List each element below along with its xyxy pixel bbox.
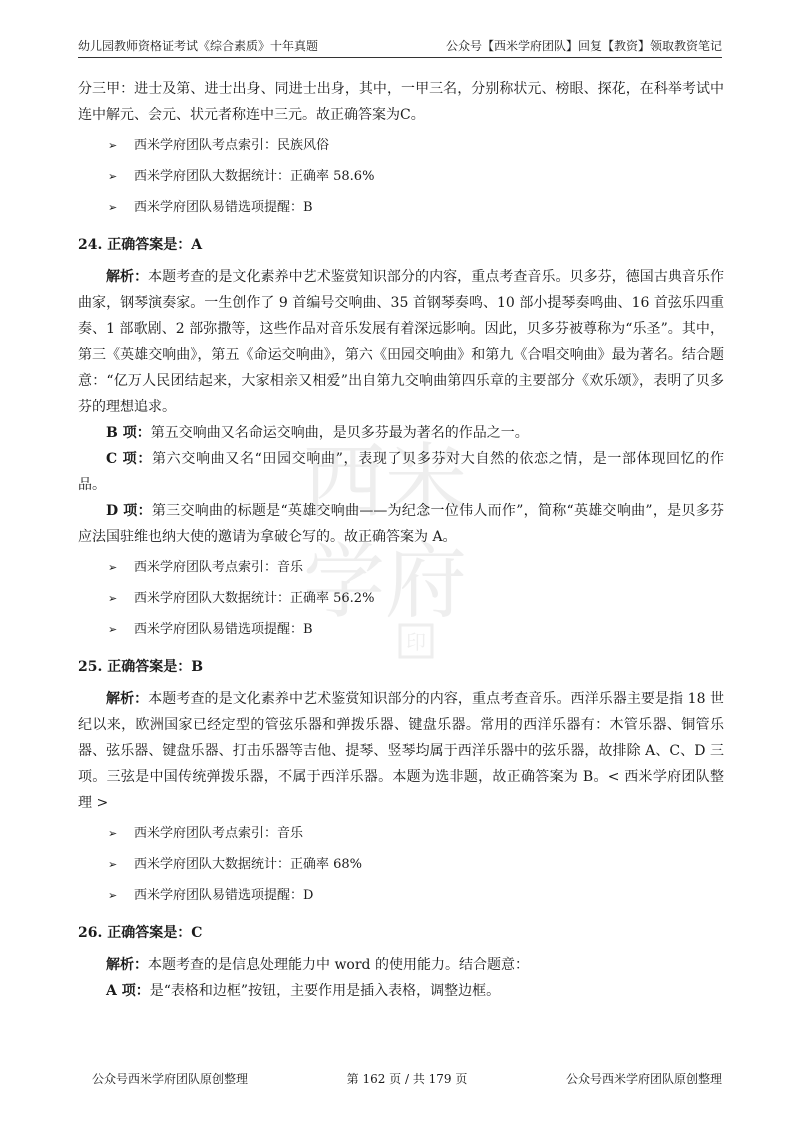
- arrow-bullet-icon: ➢: [108, 592, 118, 605]
- page-footer: [92, 1070, 722, 1087]
- footer-right-text: 公众号西米学府团队原创整理: [565, 1072, 722, 1086]
- bullet-item: ➢ 西米学府团队易错选项提醒：B: [108, 620, 724, 640]
- watermark-line1: 西米: [302, 435, 468, 530]
- bullet-item: ➢ 西米学府团队大数据统计：正确率 58.6%: [108, 167, 724, 187]
- page-content: [78, 76, 724, 1004]
- q26-option-a: A 项：是“表格和边框”按钮，主要作用是插入表格，调整边框。: [106, 983, 501, 999]
- intro-paragraph: 分三甲：进士及第、进士出身、同进士出身，其中，一甲三名，分别称状元、榜眼、探花，在科举考试中连中解元、会元、状元者称连中三元。故正确答案为C。: [78, 81, 724, 123]
- arrow-bullet-icon: ➢: [108, 561, 118, 574]
- page-number: 第 162 页 / 共 179 页: [346, 1072, 468, 1086]
- arrow-bullet-icon: ➢: [108, 623, 118, 636]
- bullet-item: ➢ 西米学府团队考点索引：民族风俗: [108, 136, 724, 156]
- q26-analysis: 解析：本题考查的是信息处理能力中 word 的使用能力。结合题意：: [106, 957, 529, 973]
- bullet-item: ➢ 西米学府团队易错选项提醒：B: [108, 198, 724, 218]
- bullet-item: ➢ 西米学府团队易错选项提醒：D: [108, 886, 724, 906]
- q24-option-c: C 项：第六交响曲又名“田园交响曲”，表现了贝多芬对大自然的依恋之情，是一部体现回忆的作品。: [78, 451, 724, 493]
- q24-option-b: B 项：第五交响曲又名命运交响曲，是贝多芬最为著名的作品之一。: [106, 425, 529, 441]
- arrow-bullet-icon: ➢: [108, 889, 118, 902]
- question-24-heading: 24. 正确答案是：A: [78, 237, 203, 253]
- header-left-text: 幼儿园教师资格证考试《综合素质》十年真题: [78, 39, 319, 53]
- q24-option-d: D 项：第三交响曲的标题是“英雄交响曲——为纪念一位伟人而作”，简称“英雄交响曲”，是贝多芬应法国驻维也纳大使的邀请为拿破仑写的。故正确答案为 A。: [78, 503, 724, 545]
- q25-analysis: 解析：本题考查的是文化素养中艺术鉴赏知识部分的内容，重点考查音乐。西洋乐器主要是指 18 世纪以来，欧洲国家已经定型的管弦乐器和弹拨乐器、键盘乐器。常用的西洋乐器有：木管乐器、铜管乐器、弦乐器、键盘乐器、打击乐器等吉他、提琴、竖琴均属于西洋乐器中的弦乐器，故排除 A、C、D 三项。三弦是中国传统弹拨乐器，不属于西洋乐器。本题为选非题，故正确答案为 B。< 西米学府团队整理 >: [78, 691, 724, 811]
- arrow-bullet-icon: ➢: [108, 139, 118, 152]
- q24-analysis: 解析：本题考查的是文化素养中艺术鉴赏知识部分的内容，重点考查音乐。贝多芬，德国古典音乐作曲家，钢琴演奏家。一生创作了 9 首编号交响曲、35 首钢琴奏鸣、10 部小提琴奏鸣曲、16 首弦乐四重奏、1 部歌剧、2 部弥撒等，这些作品对音乐发展有着深远影响。因此，贝多芬被尊称为“乐圣”。其中，第三《英雄交响曲》，第五《命运交响曲》，第六《田园交响曲》和第九《合唱交响曲》最为著名。结合题意：“亿万人民团结起来，大家相亲又相爱”出自第九交响曲第四乐章的主要部分《欢乐颂》，表明了贝多芬的理想追求。: [78, 269, 724, 415]
- bullet-item: ➢ 西米学府团队大数据统计：正确率 56.2%: [108, 589, 724, 609]
- arrow-bullet-icon: ➢: [108, 858, 118, 871]
- watermark-line2: 学府: [302, 535, 468, 630]
- arrow-bullet-icon: ➢: [108, 201, 118, 214]
- bullet-item: ➢ 西米学府团队考点索引：音乐: [108, 824, 724, 844]
- arrow-bullet-icon: ➢: [108, 827, 118, 840]
- header-right-text: 公众号【西米学府团队】回复【教资】领取教资笔记: [445, 39, 722, 53]
- watermark-seal: 印: [406, 630, 426, 654]
- question-25-heading: 25. 正确答案是：B: [78, 659, 204, 675]
- page-header: [78, 36, 722, 58]
- footer-left-text: 公众号西米学府团队原创整理: [92, 1072, 249, 1086]
- bullet-item: ➢ 西米学府团队大数据统计：正确率 68%: [108, 855, 724, 875]
- arrow-bullet-icon: ➢: [108, 170, 118, 183]
- question-26-heading: 26. 正确答案是：C: [78, 925, 203, 941]
- bullet-item: ➢ 西米学府团队考点索引：音乐: [108, 558, 724, 578]
